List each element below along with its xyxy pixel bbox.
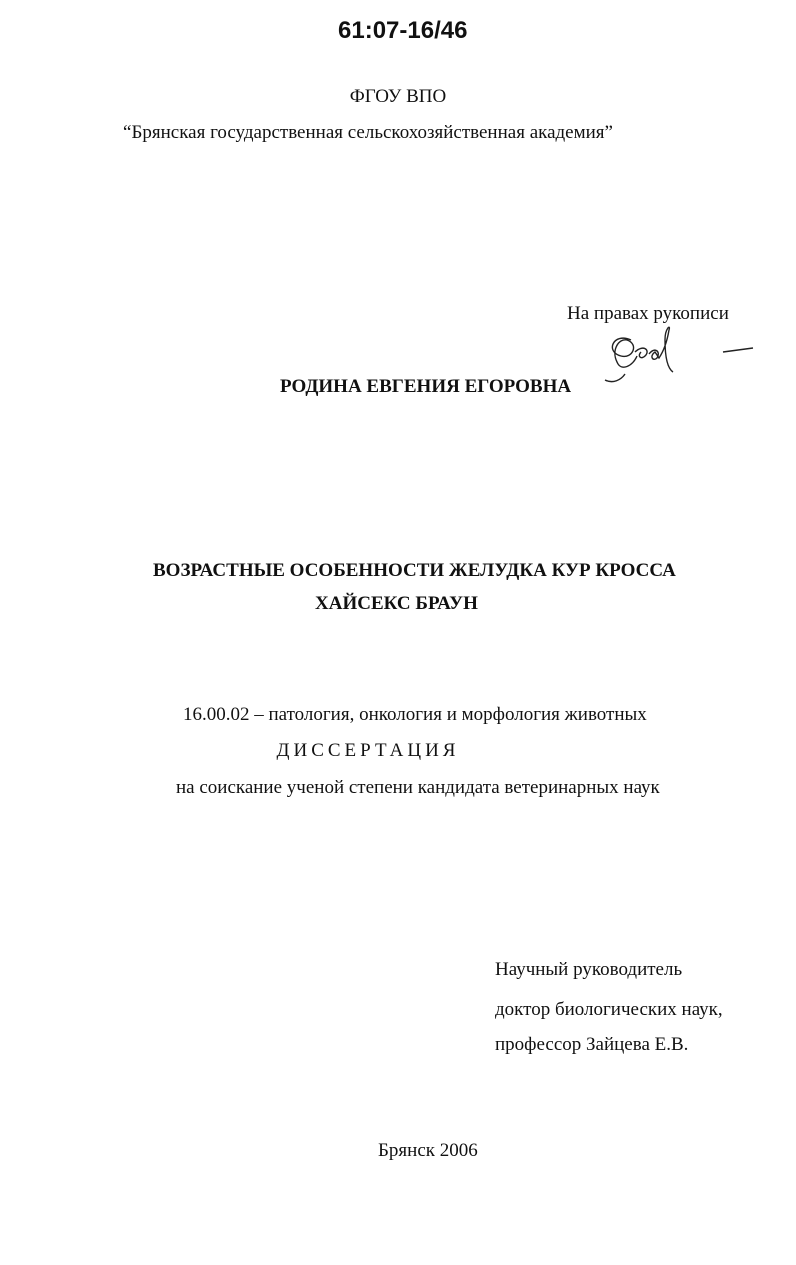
manuscript-note: На правах рукописи [567,303,729,324]
supervisor-degree: доктор биологических наук, [495,999,723,1020]
author-name: РОДИНА ЕВГЕНИЯ ЕГОРОВНА [280,376,572,397]
signature [603,322,763,384]
institution-name: “Брянская государственная сельскохозяйственная академия” [123,122,613,143]
institution-type: ФГОУ ВПО [349,86,447,107]
title-line-1: ВОЗРАСТНЫЕ ОСОБЕННОСТИ ЖЕЛУДКА КУР КРОССА [153,560,676,581]
supervisor-label: Научный руководитель [495,959,683,980]
document-type: ДИССЕРТАЦИЯ [276,740,460,761]
specialty: 16.00.02 – патология, онкология и морфология животных [183,704,647,725]
archive-code: 61:07-16/46 [338,17,468,44]
degree: на соискание ученой степени кандидата ветеринарных наук [176,777,660,798]
supervisor-name: профессор Зайцева Е.В. [495,1034,689,1055]
place-year: Брянск 2006 [378,1140,478,1161]
title-line-2: ХАЙСЕКС БРАУН [315,593,478,614]
